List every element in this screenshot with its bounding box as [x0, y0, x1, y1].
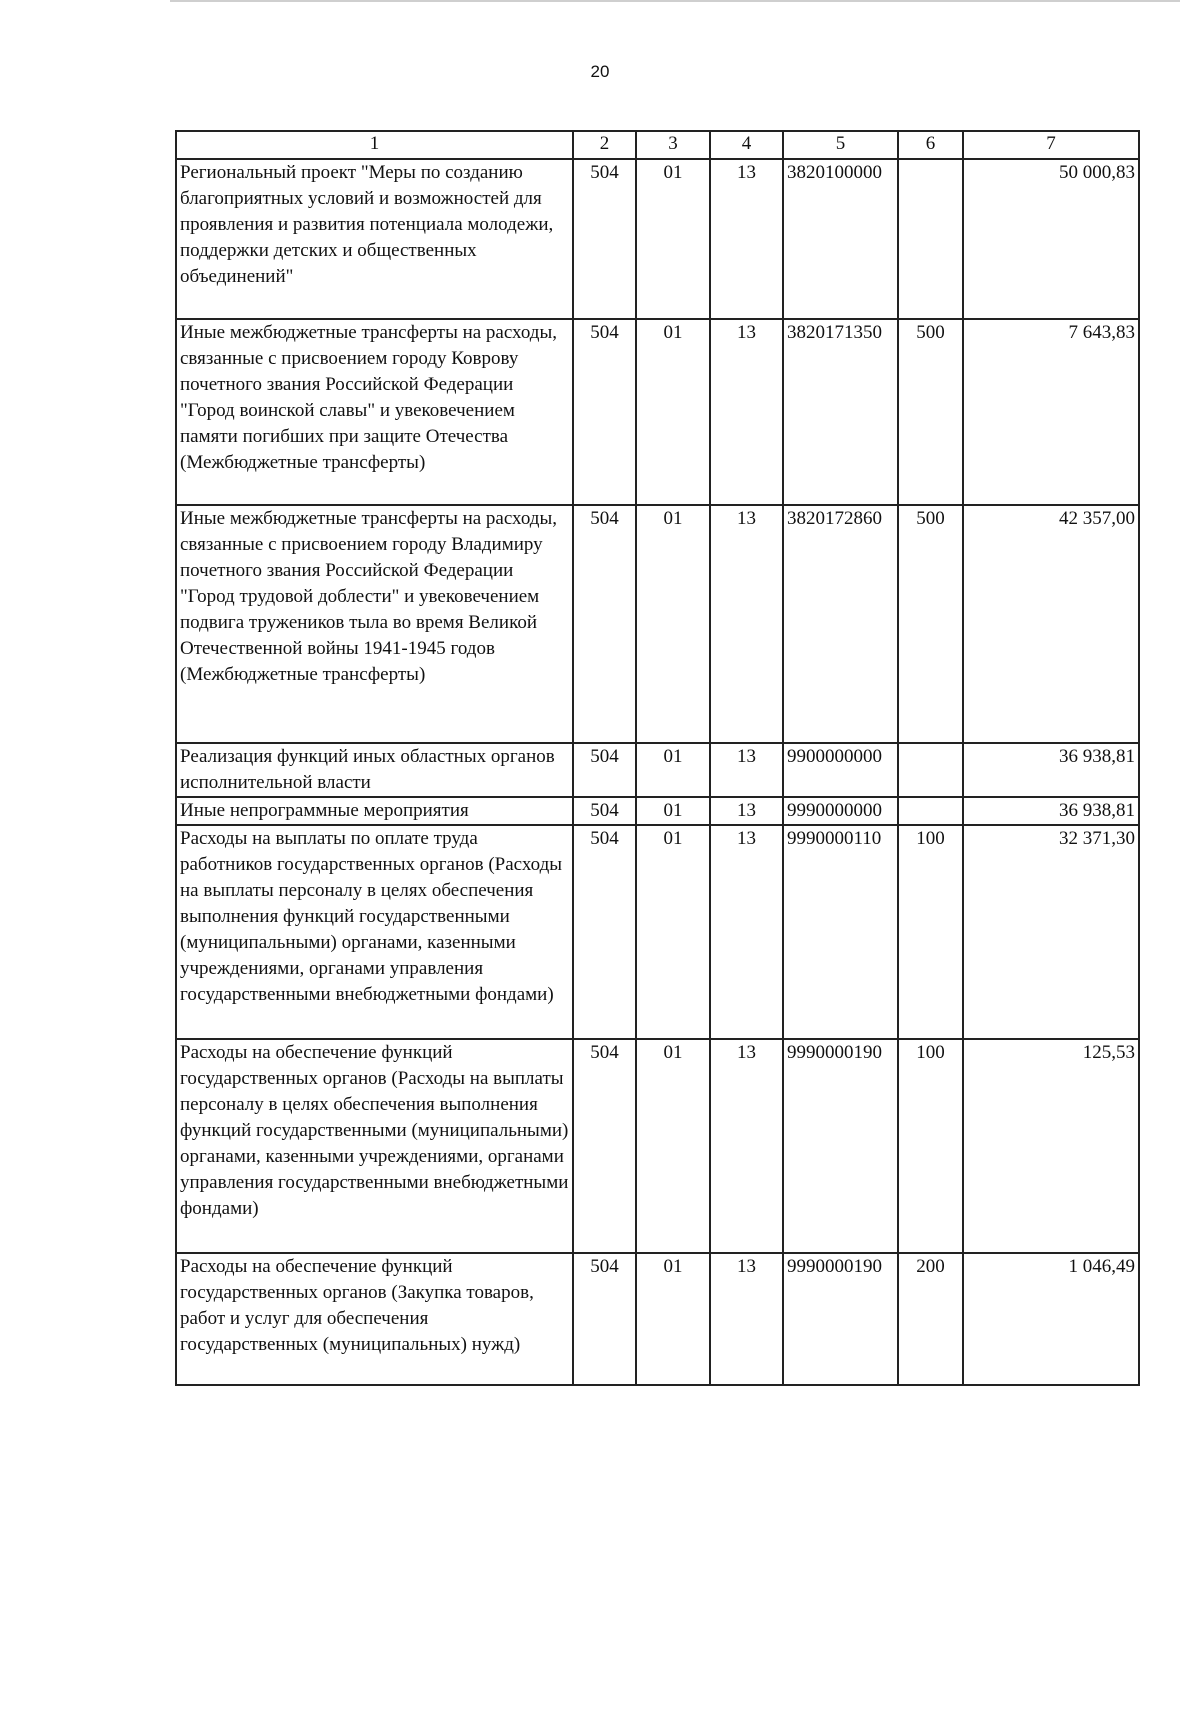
row-csr: 3820171350: [783, 319, 898, 505]
row-sum: 125,53: [963, 1039, 1139, 1253]
row-ved: 504: [573, 1253, 636, 1385]
row-ved: 504: [573, 797, 636, 825]
table-row: [176, 159, 1139, 319]
page-number: 20: [590, 62, 610, 81]
row-ved: 504: [573, 505, 636, 743]
table-row: [176, 743, 1139, 797]
column-header: 6: [898, 131, 963, 159]
row-csr: 3820100000: [783, 159, 898, 319]
row-pr: 13: [710, 1039, 783, 1253]
row-pr: 13: [710, 319, 783, 505]
row-sum: 36 938,81: [963, 797, 1139, 825]
row-sum: 32 371,30: [963, 825, 1139, 1039]
table-row: [176, 505, 1139, 743]
row-csr: 9900000000: [783, 743, 898, 797]
row-name: Расходы на выплаты по оплате труда работников государственных органов (Расходы на выплаты персоналу в целях обеспечения выполнения функций государственными (муниципальными) органами, казенными учреждениями, органами управления государственными внебюджетными фондами): [176, 825, 573, 1039]
column-header: 5: [783, 131, 898, 159]
row-name: Региональный проект "Меры по созданию благоприятных условий и возможностей для проявления и развития потенциала молодежи, поддержки детских и общественных объединений": [176, 159, 573, 319]
row-ved: 504: [573, 825, 636, 1039]
row-rz: 01: [636, 797, 710, 825]
table-row: [176, 797, 1139, 825]
table-row: [176, 1039, 1139, 1253]
table-row: [176, 319, 1139, 505]
row-name: Расходы на обеспечение функций государственных органов (Закупка товаров, работ и услуг для обеспечения государственных (муниципальных) нужд): [176, 1253, 573, 1385]
row-vr: 500: [898, 319, 963, 505]
row-pr: 13: [710, 743, 783, 797]
row-sum: 1 046,49: [963, 1253, 1139, 1385]
row-sum: 36 938,81: [963, 743, 1139, 797]
row-pr: 13: [710, 505, 783, 743]
row-ved: 504: [573, 1039, 636, 1253]
row-name: Иные непрограммные мероприятия: [176, 797, 573, 825]
row-rz: 01: [636, 505, 710, 743]
row-name: Расходы на обеспечение функций государственных органов (Расходы на выплаты персоналу в целях обеспечения выполнения функций государственными (муниципальными) органами, казенными учреждениями, органами управления государственными внебюджетными фондами): [176, 1039, 573, 1253]
row-pr: 13: [710, 797, 783, 825]
row-rz: 01: [636, 825, 710, 1039]
row-sum: 7 643,83: [963, 319, 1139, 505]
row-pr: 13: [710, 159, 783, 319]
row-name: Иные межбюджетные трансферты на расходы, связанные с присвоением городу Владимиру почетного звания Российской Федерации "Город трудовой доблести" и увековечением подвига тружеников тыла во время Великой Отечественной войны 1941-1945 годов (Межбюджетные трансферты): [176, 505, 573, 743]
column-header: 3: [636, 131, 710, 159]
row-csr: 9990000110: [783, 825, 898, 1039]
column-header: 7: [963, 131, 1139, 159]
row-name: Иные межбюджетные трансферты на расходы, связанные с присвоением городу Коврову почетного звания Российской Федерации "Город воинской славы" и увековечением памяти погибших при защите Отечества (Межбюджетные трансферты): [176, 319, 573, 505]
row-csr: 9990000000: [783, 797, 898, 825]
row-csr: 9990000190: [783, 1039, 898, 1253]
row-vr: 500: [898, 505, 963, 743]
row-pr: 13: [710, 1253, 783, 1385]
column-header: 1: [176, 131, 573, 159]
row-vr: [898, 159, 963, 319]
scan-top-edge: [170, 0, 1180, 2]
budget-table: [175, 130, 1140, 1386]
row-vr: 100: [898, 1039, 963, 1253]
table-row: [176, 1253, 1139, 1385]
row-rz: 01: [636, 1039, 710, 1253]
table-header-row: [176, 131, 1139, 159]
column-header: 4: [710, 131, 783, 159]
row-sum: 42 357,00: [963, 505, 1139, 743]
row-vr: 200: [898, 1253, 963, 1385]
column-header: 2: [573, 131, 636, 159]
table-row: [176, 825, 1139, 1039]
row-ved: 504: [573, 743, 636, 797]
row-ved: 504: [573, 159, 636, 319]
row-vr: [898, 797, 963, 825]
row-csr: 3820172860: [783, 505, 898, 743]
row-name: Реализация функций иных областных органов исполнительной власти: [176, 743, 573, 797]
row-vr: [898, 743, 963, 797]
row-rz: 01: [636, 1253, 710, 1385]
row-ved: 504: [573, 319, 636, 505]
row-rz: 01: [636, 743, 710, 797]
row-vr: 100: [898, 825, 963, 1039]
row-csr: 9990000190: [783, 1253, 898, 1385]
row-rz: 01: [636, 319, 710, 505]
row-pr: 13: [710, 825, 783, 1039]
row-rz: 01: [636, 159, 710, 319]
row-sum: 50 000,83: [963, 159, 1139, 319]
